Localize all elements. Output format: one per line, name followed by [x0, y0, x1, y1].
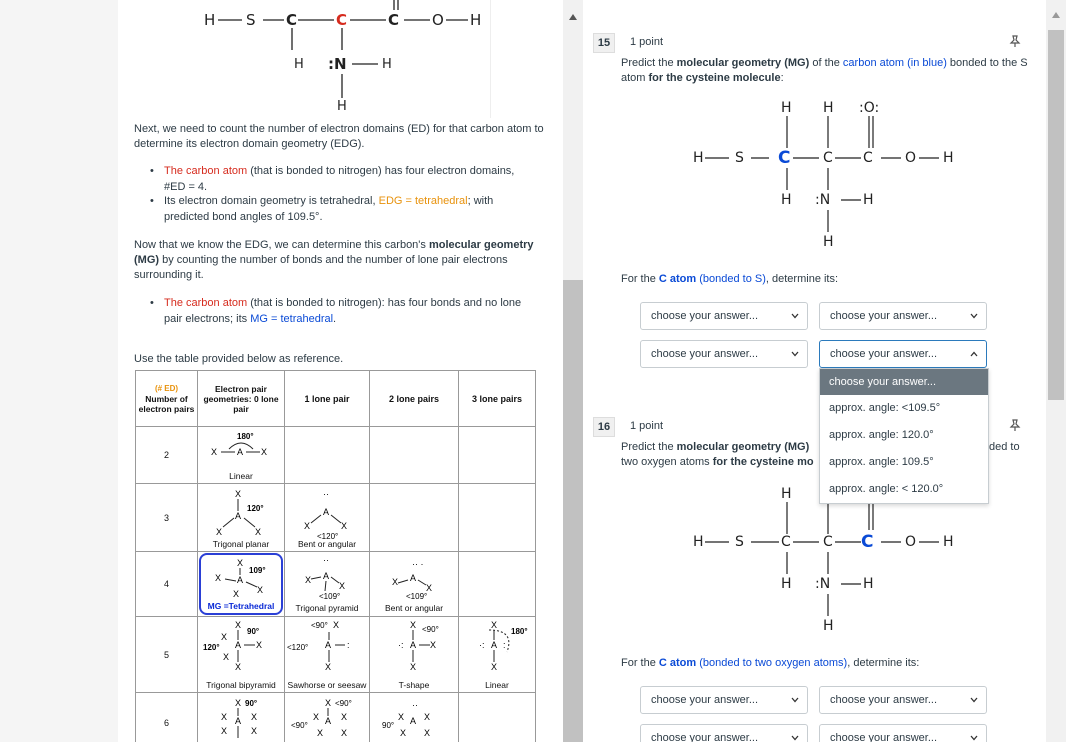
- name-bent2: Bent or angular: [384, 603, 444, 613]
- svg-text:··: ··: [323, 555, 329, 565]
- svg-text:X: X: [304, 520, 311, 531]
- th-num-text: Number of electron pairs: [138, 394, 195, 414]
- cell-n: 4: [136, 552, 198, 617]
- th-num: [136, 371, 198, 427]
- q15-dropdown-3[interactable]: [640, 340, 808, 368]
- cell-n: 5: [136, 617, 198, 693]
- svg-text:X: X: [257, 585, 264, 595]
- svg-text:X: X: [235, 697, 242, 708]
- cell-bent2: [370, 552, 459, 617]
- bullet-ed-rest: (that is bonded to nitrogen) has four electron domains, #ED = 4.: [164, 165, 515, 193]
- cysteine-structure-top: [118, 0, 563, 118]
- atom-n: :N: [328, 55, 347, 73]
- svg-text:A: A: [491, 639, 498, 650]
- dropdown-option[interactable]: approx. angle: < 120.0°: [829, 483, 944, 495]
- q16-sub-end: , determine its:: [847, 657, 920, 669]
- svg-text:X: X: [237, 558, 244, 568]
- q15-prompt-bold: molecular geometry (MG): [676, 57, 810, 69]
- bullet-edg-b: ; with predicted bond angles of 109.5°.: [164, 195, 494, 223]
- svg-text:X: X: [211, 447, 218, 457]
- para-mg-bold: molecular geometry (MG): [134, 239, 534, 266]
- angle-180b: 180°: [511, 626, 528, 636]
- trig-pyramid-diagram: [285, 553, 369, 603]
- left-scroll-thumb[interactable]: [563, 280, 583, 742]
- svg-text:·:: ·:: [398, 639, 404, 650]
- name-seesaw: Sawhorse or seesaw: [287, 679, 367, 690]
- cell-trig-pyramid: [285, 552, 370, 617]
- q16-subprompt: [621, 656, 919, 671]
- atom-h4: H: [382, 57, 392, 72]
- angle-90: 90°: [247, 626, 260, 636]
- q15-subprompt: [621, 272, 838, 287]
- chevron-down-icon: [970, 696, 978, 704]
- atom-c3: C: [388, 11, 400, 29]
- name-trig-bipyramid: Trigonal bipyramid: [206, 679, 276, 690]
- q16-prompt-line2: [621, 455, 829, 470]
- angle-lt90d: <90°: [291, 720, 308, 730]
- question-15-number: 15: [593, 33, 615, 53]
- th-2lp: 2 lone pairs: [370, 371, 459, 427]
- dropdown-options-list: [819, 368, 989, 504]
- q15-sub-b: C atom: [658, 273, 697, 285]
- q15-prompt-f: for the cysteine molecule: [648, 72, 781, 84]
- q15-dropdown-2-label: choose your answer...: [830, 310, 938, 322]
- svg-text:A: A: [323, 571, 330, 581]
- atom-h1: H: [204, 11, 216, 29]
- q16-line2-b: for the cysteine mo: [712, 456, 814, 468]
- trig-bipyramid-diagram: [199, 618, 283, 680]
- atom-c1: C: [286, 11, 298, 29]
- sqplanar-diagram: [370, 694, 458, 742]
- cell-linear5: [459, 617, 536, 693]
- th-geo: Electron pair geometries: 0 lone pair: [198, 371, 285, 427]
- cell-sqplanar: [370, 693, 459, 742]
- q16-prompt-bold: molecular geometry (MG): [676, 441, 810, 453]
- cell-seesaw: [285, 617, 370, 693]
- bullet-edg-orange: EDG = tetrahedral: [378, 195, 468, 207]
- solution-pane: [118, 0, 563, 742]
- svg-text:A: A: [237, 575, 244, 585]
- angle-120b: 120°: [203, 642, 220, 652]
- bullet-ed: [164, 163, 534, 195]
- angle-lt120: <120°: [317, 531, 339, 541]
- svg-text:A: A: [410, 715, 417, 726]
- svg-text:X: X: [398, 711, 405, 722]
- vsepr-table: [135, 370, 536, 742]
- table-row: [136, 484, 536, 552]
- angle-120: 120°: [247, 503, 264, 513]
- angle-180: 180°: [237, 432, 254, 441]
- bullet-edg: [164, 193, 534, 225]
- svg-text:X: X: [215, 573, 222, 583]
- octahedral-diagram: [199, 694, 283, 742]
- svg-text:X: X: [317, 727, 324, 738]
- q16-sub-a: For the: [621, 657, 659, 669]
- q15-prompt-e: bonded to the S atom: [621, 57, 1028, 84]
- scroll-up-arrow-icon[interactable]: [1052, 12, 1060, 18]
- q15-dropdown-4-label: choose your answer...: [830, 348, 938, 360]
- svg-text:A: A: [410, 573, 417, 583]
- q15-sub-c: (bonded to S): [696, 273, 766, 285]
- svg-text:A: A: [325, 715, 332, 726]
- svg-text::: :: [503, 639, 506, 650]
- svg-text:X: X: [221, 631, 228, 642]
- table-row: [136, 427, 536, 484]
- svg-text:A: A: [235, 639, 242, 650]
- q16-sub-c: (bonded to two oxygen atoms): [696, 657, 848, 669]
- cell-n: 3: [136, 484, 198, 552]
- chevron-down-icon: [791, 734, 799, 742]
- svg-text:X: X: [255, 526, 262, 537]
- name-tetrahedral: MG =Tetrahedral: [207, 601, 275, 611]
- atom-o: O: [432, 11, 444, 29]
- svg-text:··: ··: [412, 699, 418, 710]
- chevron-down-icon: [791, 696, 799, 704]
- q16-dropdown-1-label: choose your answer...: [651, 694, 759, 706]
- svg-text:A: A: [410, 639, 417, 650]
- svg-text:X: X: [305, 575, 312, 585]
- name-trig-pyramid: Trigonal pyramid: [295, 603, 359, 613]
- angle-lt90b: <90°: [422, 624, 439, 634]
- angle-lt90: <90°: [311, 620, 328, 630]
- atom-c2: C: [336, 11, 348, 29]
- bullet-mg-blue: MG = tetrahedral: [250, 313, 334, 325]
- name-tshape: T-shape: [398, 679, 430, 690]
- angle-90d: 90°: [382, 720, 395, 730]
- pin-icon[interactable]: [1008, 34, 1022, 48]
- bullet-ed-red: The carbon atom: [164, 165, 248, 177]
- name-linear: Linear: [229, 471, 253, 481]
- svg-text:X: X: [233, 589, 240, 599]
- svg-text:X: X: [325, 697, 332, 708]
- svg-text:X: X: [410, 661, 417, 672]
- q15-carbon-blue: C: [778, 148, 791, 168]
- q16-prompt-a: Predict the: [621, 441, 677, 453]
- dropdown-option[interactable]: approx. angle: 109.5°: [829, 456, 934, 468]
- svg-text:X: X: [216, 526, 223, 537]
- svg-text:A: A: [237, 447, 244, 457]
- bullet-mg-red: The carbon atom: [164, 297, 248, 309]
- tetrahedral-diagram: [201, 555, 281, 599]
- q15-s: S: [735, 150, 744, 166]
- table-row: [136, 552, 536, 617]
- q15-dropdown-2[interactable]: [819, 302, 987, 330]
- svg-text:·· ·: ·· ·: [412, 559, 424, 569]
- atom-h5: H: [337, 99, 347, 114]
- svg-text:X: X: [400, 727, 407, 738]
- chevron-down-icon: [791, 350, 799, 358]
- table-row: [136, 693, 536, 742]
- svg-text:X: X: [392, 577, 399, 587]
- linear5-diagram: [459, 618, 535, 680]
- question-16-points: 1 point: [630, 420, 664, 432]
- q16-dropdown-1[interactable]: [640, 686, 808, 714]
- svg-text:X: X: [430, 639, 437, 650]
- name-linear5: Linear: [485, 679, 509, 690]
- q15-prompt-c: of the: [809, 57, 843, 69]
- cell-sqpyramid: [285, 693, 370, 742]
- trigonal-diagram: [199, 485, 283, 541]
- svg-text:A: A: [235, 510, 242, 521]
- svg-text:X: X: [251, 711, 258, 722]
- bent2-diagram: [370, 553, 458, 603]
- right-pane-scrollbar[interactable]: [1046, 0, 1066, 742]
- svg-text:X: X: [223, 651, 230, 662]
- q15-sub-a: For the: [621, 273, 659, 285]
- question-15-points: 1 point: [630, 36, 664, 48]
- svg-text:X: X: [339, 581, 346, 591]
- q16-line2-a: two oxygen atoms: [621, 456, 713, 468]
- q16-bonds: [683, 480, 983, 640]
- q16-carbon-blue: C: [861, 532, 874, 552]
- q16-prompt-tail: ded to: [989, 441, 1020, 453]
- q15-dropdown-3-label: choose your answer...: [651, 348, 759, 360]
- name-bent: Bent or angular: [297, 538, 357, 549]
- question-16-number: 16: [593, 417, 615, 437]
- svg-text:X: X: [426, 583, 433, 593]
- angle-lt120b: <120°: [287, 642, 309, 652]
- q15-sub-end: , determine its:: [765, 273, 839, 285]
- angle-90c: 90°: [245, 698, 258, 708]
- th-3lp: 3 lone pairs: [459, 371, 536, 427]
- svg-text:X: X: [221, 711, 228, 722]
- bent-diagram: [285, 485, 369, 541]
- angle-lt90c: <90°: [335, 698, 352, 708]
- cell-geo-linear: [198, 427, 285, 484]
- chevron-up-icon: [970, 350, 978, 358]
- svg-text:X: X: [313, 711, 320, 722]
- bullet-mg-rest: (that is bonded to nitrogen): has four bonds and no lone pair electrons; its: [164, 297, 522, 325]
- reference-note: Use the table provided below as reference.: [134, 353, 344, 365]
- svg-text:X: X: [235, 661, 242, 672]
- svg-text:X: X: [491, 619, 498, 630]
- cell-n: 2: [136, 427, 198, 484]
- left-gutter: [0, 0, 118, 742]
- q16-dropdown-3[interactable]: [640, 724, 808, 742]
- atom-h2: H: [470, 11, 482, 29]
- svg-text:X: X: [261, 447, 268, 457]
- sqpyramid-diagram: [285, 694, 369, 742]
- th-ed: (# ED): [154, 384, 179, 393]
- angle-lt109b: <109°: [406, 592, 428, 601]
- q15-dropdown-4[interactable]: [819, 340, 987, 368]
- angle-109: 109°: [249, 566, 266, 575]
- svg-text:X: X: [221, 725, 228, 736]
- q15-dropdown-1[interactable]: [640, 302, 808, 330]
- pin-icon[interactable]: [1008, 418, 1022, 432]
- svg-text:X: X: [341, 727, 348, 738]
- q15-bonds: [683, 96, 983, 256]
- bullet-edg-a: Its electron domain geometry is tetrahedral,: [164, 195, 379, 207]
- question-15-prompt: Predict the molecular geometry (MG) of the carbon atom (in blue) bonded to the S atom for the cysteine molecule:: [621, 57, 1028, 84]
- right-scroll-thumb[interactable]: [1048, 30, 1064, 400]
- svg-text:X: X: [410, 619, 417, 630]
- svg-text:··: ··: [323, 488, 329, 499]
- svg-text:X: X: [235, 488, 242, 499]
- cell-bent: [285, 484, 370, 552]
- q15-prompt-blue: carbon atom (in blue): [842, 57, 947, 69]
- q16-dropdown-4[interactable]: [819, 724, 987, 742]
- dropdown-option[interactable]: approx. angle: <109.5°: [829, 402, 941, 414]
- table-row: [136, 617, 536, 693]
- name-trigonal: Trigonal planar: [212, 538, 270, 549]
- svg-text::: :: [347, 639, 350, 650]
- q16-dropdown-2-label: choose your answer...: [830, 694, 938, 706]
- dropdown-option-placeholder[interactable]: choose your answer...: [820, 369, 988, 395]
- svg-text:X: X: [341, 520, 348, 531]
- chevron-down-icon: [791, 312, 799, 320]
- cysteine-structure-q16: H S C C C O H H H :N H H: [683, 480, 983, 640]
- svg-text:A: A: [323, 506, 330, 517]
- cell-trig-bipyramid: [198, 617, 285, 693]
- q15-dropdown-1-label: choose your answer...: [651, 310, 759, 322]
- scroll-up-arrow-icon[interactable]: [569, 14, 577, 20]
- atom-s: S: [246, 11, 256, 29]
- svg-text:X: X: [256, 639, 263, 650]
- dropdown-option[interactable]: approx. angle: 120.0°: [829, 429, 934, 441]
- th-1lp: 1 lone pair: [285, 371, 370, 427]
- cell-octahedral: [198, 693, 285, 742]
- chevron-down-icon: [970, 312, 978, 320]
- quiz-pane: [583, 0, 1046, 742]
- cell-n: 6: [136, 693, 198, 742]
- svg-text:X: X: [341, 711, 348, 722]
- svg-text:X: X: [251, 725, 258, 736]
- svg-text:X: X: [424, 711, 431, 722]
- svg-text:·:: ·:: [479, 639, 485, 650]
- svg-text:X: X: [491, 661, 498, 672]
- q15-prompt-a: Predict the: [621, 57, 677, 69]
- atom-h3: H: [294, 57, 304, 72]
- para-mg: [134, 238, 544, 283]
- para-mg-b: by counting the number of bonds and the number of lone pair electrons surrounding it.: [134, 254, 508, 281]
- q16-dropdown-4-label: choose your answer...: [830, 732, 938, 742]
- tshape-diagram: [370, 618, 458, 680]
- angle-lt109a: <109°: [319, 592, 341, 601]
- q16-sub-b: C atom: [658, 657, 697, 669]
- svg-text:X: X: [325, 661, 332, 672]
- seesaw-diagram: [285, 618, 369, 680]
- cell-tshape: [370, 617, 459, 693]
- q16-dropdown-3-label: choose your answer...: [651, 732, 759, 742]
- svg-text:X: X: [333, 619, 340, 630]
- svg-text:X: X: [424, 727, 431, 738]
- svg-text:A: A: [325, 639, 332, 650]
- cysteine-structure-q15: H S C C C O H H H :O: H :N H H: [683, 96, 983, 256]
- q16-dropdown-2[interactable]: [819, 686, 987, 714]
- para-mg-a: Now that we know the EDG, we can determine this carbon's: [134, 239, 429, 251]
- svg-text:X: X: [235, 619, 242, 630]
- cell-geo-trigonal: [198, 484, 285, 552]
- cell-geo-tetrahedral: [198, 552, 285, 617]
- chevron-down-icon: [970, 734, 978, 742]
- question-16-prompt: [621, 440, 821, 455]
- left-pane-scrollbar[interactable]: [563, 0, 583, 742]
- para-count-ed: Next, we need to count the number of electron domains (ED) for that carbon atom to determine its electron domain geometry (EDG).: [134, 123, 544, 150]
- bullet-mg: • The carbon atom (that is bonded to nitrogen): has four bonds and no lone pair electrons; its MG = tetrahedral.: [164, 295, 534, 327]
- svg-text:A: A: [235, 715, 242, 726]
